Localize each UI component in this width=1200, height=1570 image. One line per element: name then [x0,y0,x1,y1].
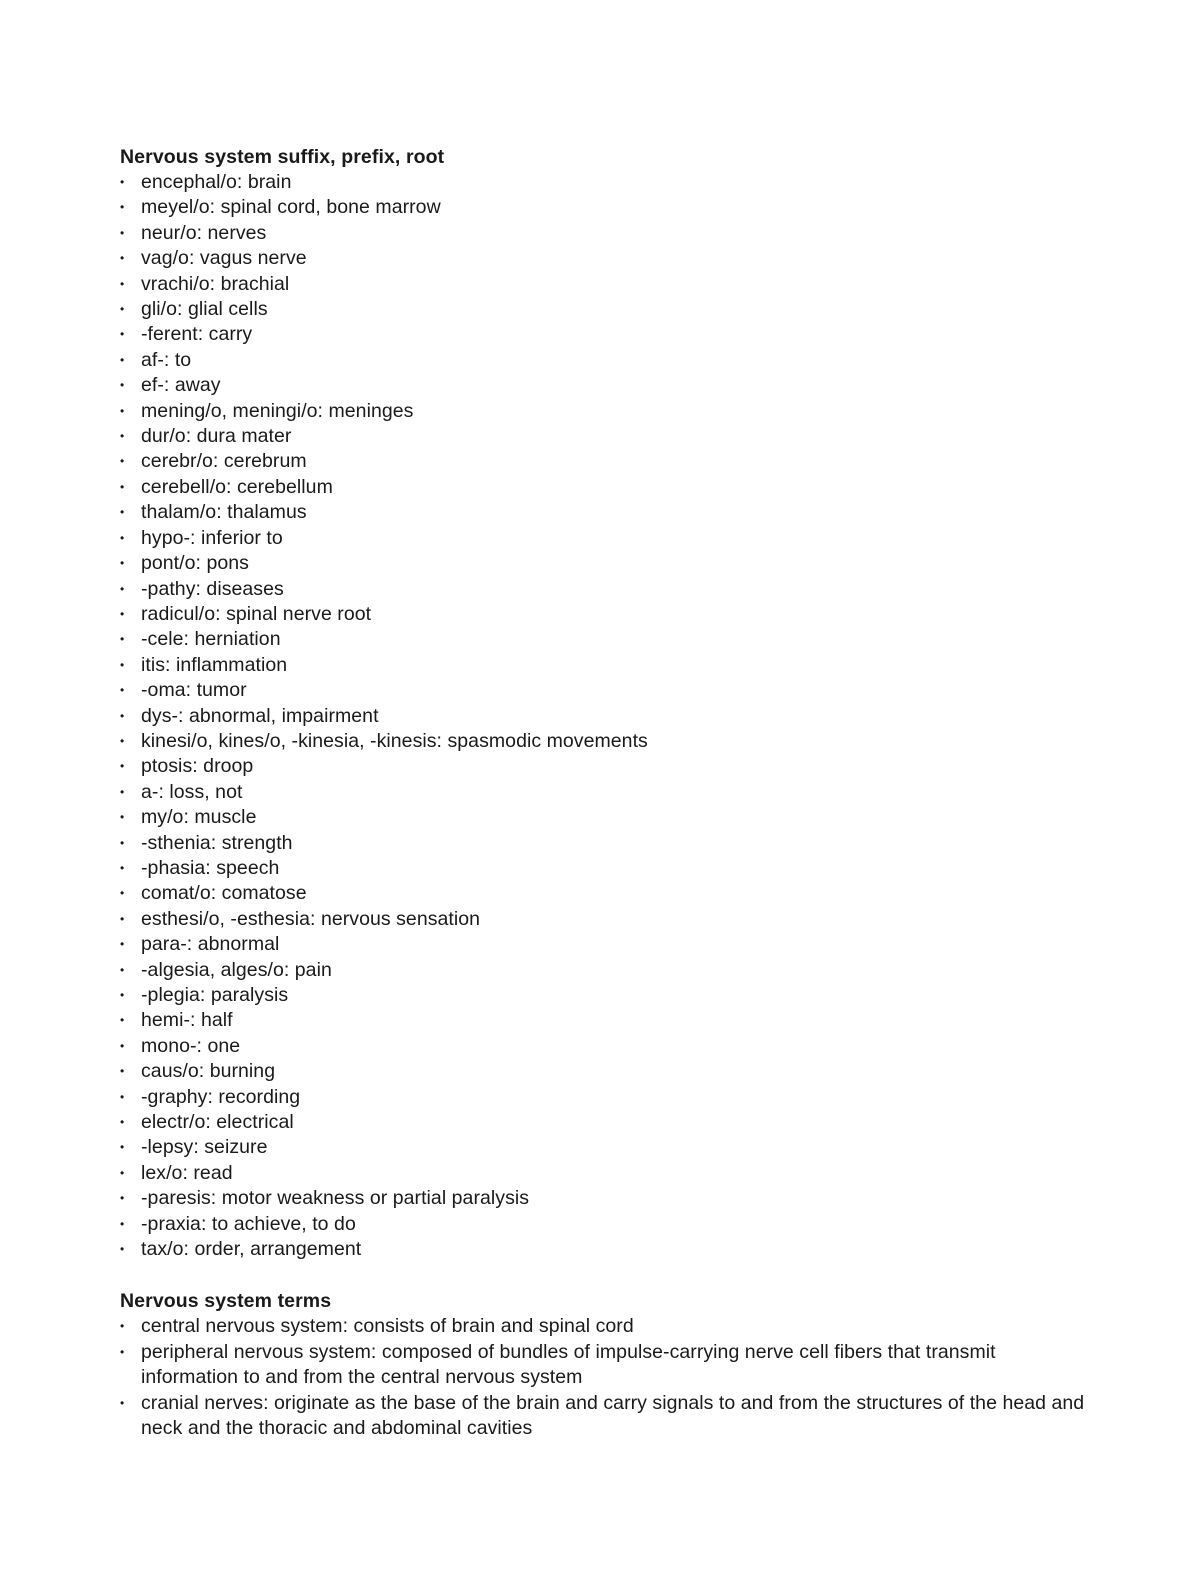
bullet-icon: • [120,1089,125,1104]
bullet-icon: • [120,505,125,520]
list-item-text: hypo-: inferior to [141,526,283,549]
list-item-text: meyel/o: spinal cord, bone marrow [141,196,441,219]
list-item-text: tax/o: order, arrangement [141,1238,362,1261]
list-item [120,170,1090,195]
list-item-text: mening/o, meningi/o: meninges [141,399,414,422]
list-item [120,246,1090,271]
bullet-icon: • [120,1115,125,1130]
list-item [120,602,1090,627]
list-item-text: af-: to [141,348,192,371]
bullet-icon: • [120,454,125,469]
list-item [120,983,1090,1008]
section-title: Nervous system suffix, prefix, root [120,146,445,168]
list-item [120,932,1090,957]
bullet-icon: • [120,1216,125,1231]
list-item [120,831,1090,856]
list-item-text: pont/o: pons [141,552,249,575]
list-item-text: para-: abnormal [141,933,280,956]
list-item-text: encephal/o: brain [141,171,292,193]
list-item [120,1237,1090,1262]
list-item [120,881,1090,906]
list-item-text: ptosis: droop [141,755,254,778]
list-item-text: -algesia, alges/o: pain [141,958,332,981]
document-page [120,145,1090,1442]
bullet-icon: • [120,429,125,444]
list-item [120,195,1090,220]
list-item [120,754,1090,779]
list-item-text: caus/o: burning [141,1060,276,1083]
list-item-text: lex/o: read [141,1161,233,1184]
list-item [120,373,1090,398]
section-title: Nervous system terms [120,1290,332,1313]
list-item [120,348,1090,373]
section-terms [120,1289,1090,1441]
list-item-text: peripheral nervous system: composed of bundles of impulse-carrying nerve cell fibers that transmit information to and from the central nervous system [141,1340,996,1389]
list-item [120,704,1090,729]
list-item [120,399,1090,424]
bullet-icon: • [120,1140,125,1155]
list-item [120,907,1090,932]
list-item [120,1135,1090,1160]
list-item-text: -phasia: speech [141,856,280,879]
list-item-text: radicul/o: spinal nerve root [141,602,372,625]
list-item-text: thalam/o: thalamus [141,501,307,524]
list-item-text: central nervous system: consists of brain and spinal cord [141,1315,634,1338]
list-item-text: vag/o: vagus nerve [141,247,307,270]
list-item-text: ef-: away [141,374,221,397]
bullet-icon: • [120,1395,125,1410]
bullet-icon: • [120,200,125,215]
list-item [120,526,1090,551]
list-item-text: esthesi/o, -esthesia: nervous sensation [141,907,481,930]
list-item [120,322,1090,347]
list-item [120,297,1090,322]
bullet-icon: • [120,1064,125,1079]
bullet-icon: • [120,302,125,317]
bullet-icon: • [120,886,125,901]
bullet-icon: • [120,1344,125,1359]
list-item [120,653,1090,678]
list-item [120,475,1090,500]
bullet-icon: • [120,352,125,367]
list-item-text: -cele: herniation [141,628,281,651]
list-item-text: -pathy: diseases [141,577,284,600]
bullet-icon: • [120,403,125,418]
list-item-text: -oma: tumor [141,679,247,702]
bullet-icon: • [120,937,125,952]
list-item [120,1059,1090,1084]
list-item-text: cranial nerves: originate as the base of the brain and carry signals to and from the structures of the head and neck and the thoracic and abdominal cavities [141,1391,1085,1440]
list-item-text: my/o: muscle [141,806,257,829]
list-item [120,1212,1090,1237]
list-item [120,577,1090,602]
list-item [120,1008,1090,1033]
list-item [120,1186,1090,1211]
bullet-icon: • [120,733,125,748]
bullet-icon: • [120,784,125,799]
list-item [120,1314,1090,1339]
bullet-icon: • [120,1038,125,1053]
list-item-text: itis: inflammation [141,653,288,676]
list-item [120,551,1090,576]
bullet-icon: • [120,327,125,342]
list-item [120,627,1090,652]
list-item-text: mono-: one [141,1034,241,1057]
bullet-icon: • [120,606,125,621]
bullet-icon: • [120,657,125,672]
bullet-icon: • [120,1319,125,1334]
term-list [120,170,1090,1262]
list-item-text: -plegia: paralysis [141,984,289,1006]
bullet-icon: • [120,479,125,494]
list-item-text: -paresis: motor weakness or partial paralysis [141,1187,530,1210]
list-item-text: electr/o: electrical [141,1111,294,1134]
list-item-text: cerebr/o: cerebrum [141,450,307,473]
list-item [120,729,1090,754]
bullet-icon: • [120,175,125,189]
list-item-text: dys-: abnormal, impairment [141,704,379,727]
list-item-text: kinesi/o, kines/o, -kinesia, -kinesis: spasmodic movements [141,729,648,752]
list-item [120,780,1090,805]
bullet-icon: • [120,225,125,240]
list-item [120,805,1090,830]
list-item [120,1085,1090,1110]
list-item-text: gli/o: glial cells [141,298,268,321]
list-item-text: comat/o: comatose [141,882,307,905]
bullet-icon: • [120,962,125,977]
bullet-icon: • [120,708,125,723]
list-item-text: cerebell/o: cerebellum [141,475,333,498]
bullet-icon: • [120,1013,125,1028]
list-item-text: vrachi/o: brachial [141,272,290,295]
list-item [120,1391,1090,1442]
list-item [120,1110,1090,1135]
list-item [120,500,1090,525]
list-item [120,856,1090,881]
bullet-icon: • [120,251,125,266]
list-item [120,221,1090,246]
list-item-text: -ferent: carry [141,323,253,346]
list-item [120,272,1090,297]
list-item [120,1034,1090,1059]
list-item-text: neur/o: nerves [141,221,267,244]
bullet-icon: • [120,759,125,774]
bullet-icon: • [120,835,125,850]
list-item [120,1340,1090,1391]
list-item-text: hemi-: half [141,1009,233,1032]
list-item [120,1161,1090,1186]
bullet-icon: • [120,556,125,571]
bullet-icon: • [120,581,125,596]
bullet-icon: • [120,683,125,698]
list-item-text: dur/o: dura mater [141,425,292,448]
list-item-text: -praxia: to achieve, to do [141,1212,356,1235]
section-prefix-root [120,145,1090,1262]
list-item [120,449,1090,474]
list-item-text: -graphy: recording [141,1085,301,1108]
bullet-icon: • [120,988,125,1002]
bullet-icon: • [120,911,125,926]
list-item-text: a-: loss, not [141,780,243,803]
bullet-icon: • [120,276,125,291]
list-item-text: -lepsy: seizure [141,1136,268,1159]
term-list [120,1314,1090,1441]
bullet-icon: • [120,860,125,875]
list-item-text: -sthenia: strength [141,831,293,854]
bullet-icon: • [120,632,125,647]
bullet-icon: • [120,378,125,393]
list-item [120,958,1090,983]
bullet-icon: • [120,530,125,545]
bullet-icon: • [120,810,125,825]
bullet-icon: • [120,1165,125,1180]
bullet-icon: • [120,1242,125,1257]
bullet-icon: • [120,1191,125,1206]
list-item [120,678,1090,703]
list-item [120,424,1090,449]
